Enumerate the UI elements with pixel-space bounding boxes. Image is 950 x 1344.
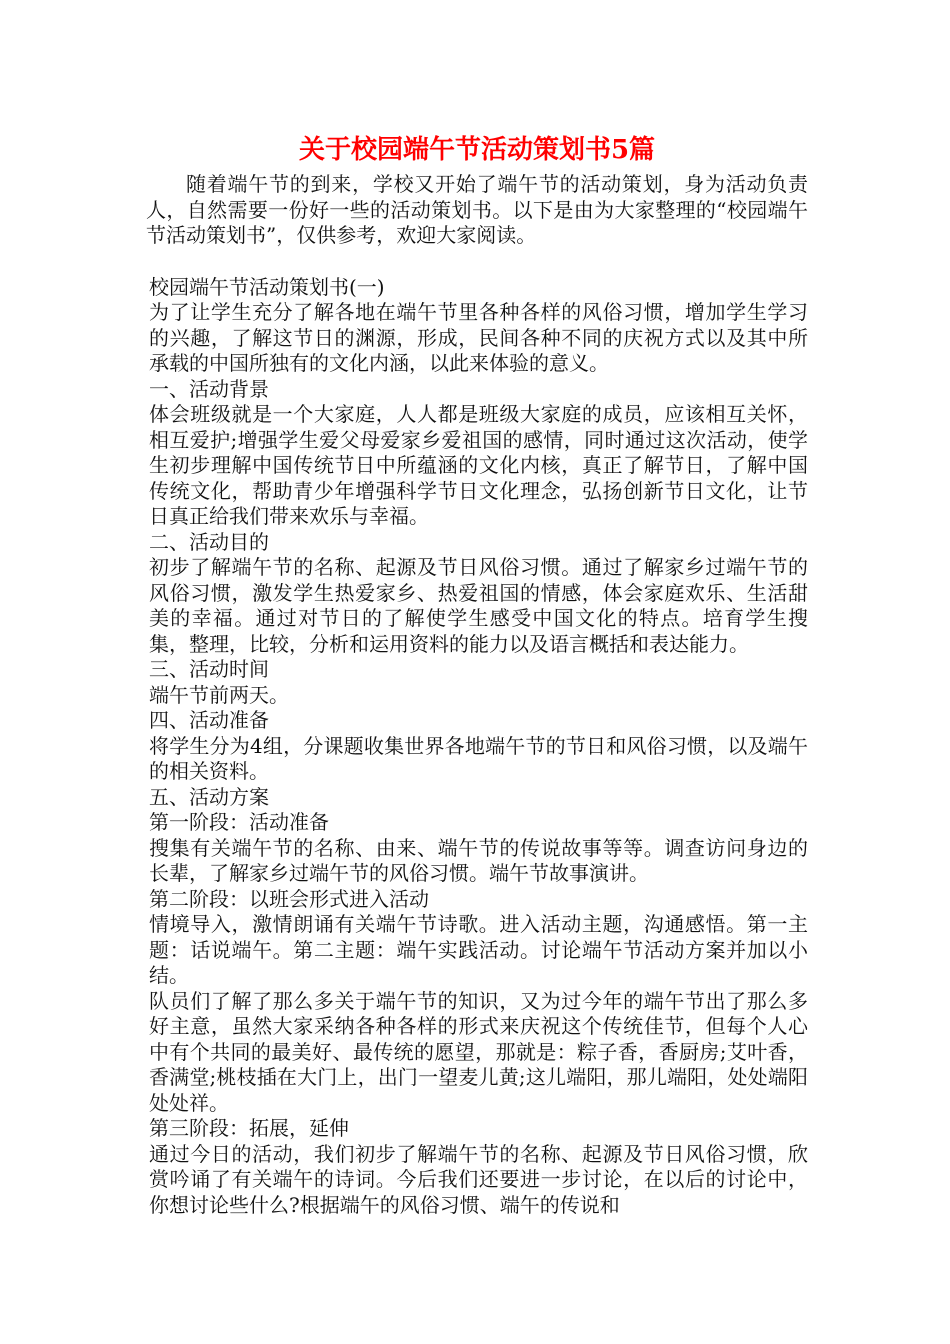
section-heading-goal: 二、活动目的 [149, 529, 269, 554]
phase-one-heading: 第一阶段：活动准备 [149, 810, 329, 834]
section-heading-preparation: 四、活动准备 [149, 708, 269, 732]
phase-two-heading: 第二阶段：以班会形式进入活动 [149, 886, 429, 911]
intro-paragraph: 随着端午节的到来，学校又开始了端午节的活动策划，身为活动负责人，自然需要一份好一些的活动策划书。以下是由为大家整理的“校园端午节活动策划书”，仅供参考，欢迎大家阅读。 [146, 172, 808, 247]
blank-line [146, 249, 808, 275]
goal-text: 初步了解端午节的名称、起源及节日风俗习惯。通过了解家乡过端午节的风俗习惯，激发学生热爱家乡、热爱祖国的情感，体会家庭欢乐、生活甜美的幸福。通过对节日的了解使学生感受中国文化的特点。培育学生搜集，整理，比较，分析和运用资料的能力以及语言概括和表达能力。 [149, 555, 808, 656]
phase-two-summary-text: 队员们了解了那么多关于端午节的知识，又为过今年的端午节出了那么多好主意，虽然大家采纳各种各样的形式来庆祝这个传统佳节，但每个人心中有个共同的最美好、最传统的愿望，那就是：粽子香，香厨房;艾叶香，香满堂;桃枝插在大门上，出门一望麦儿黄;这儿端阳，那儿端阳，处处端阳处处祥。 [149, 988, 808, 1115]
plan-heading: 校园端午节活动策划书(一) [149, 274, 385, 299]
phase-three-heading: 第三阶段：拓展，延伸 [149, 1116, 349, 1140]
time-text: 端午节前两天。 [149, 682, 289, 707]
background-text: 体会班级就是一个大家庭，人人都是班级大家庭的成员，应该相互关怀，相互爱护;增强学生爱父母爱家乡爱祖国的感情，同时通过这次活动，使学生初步理解中国传统节日中所蕴涵的文化内核，真正了解节日，了解中国传统文化，帮助青少年增强科学节日文化理念，弘扬创新节日文化，让节日真正给我们带来欢乐与幸福。 [149, 402, 808, 528]
phase-two-text: 情境导入，激情朗诵有关端午节诗歌。进入活动主题，沟通感悟。第一主题：话说端午。第二主题：端午实践活动。讨论端午节活动方案并加以小结。 [149, 912, 808, 987]
preparation-text: 将学生分为4组，分课题收集世界各地端午节的节日和风俗习惯，以及端午的相关资料。 [149, 733, 808, 783]
plan-purpose-text: 为了让学生充分了解各地在端午节里各种各样的风俗习惯，增加学生学习的兴趣，了解这节日的渊源，形成，民间各种不同的庆祝方式以及其中所承载的中国所独有的文化内涵，以此来体验的意义。 [149, 300, 808, 375]
document-page [146, 128, 808, 1218]
section-heading-time: 三、活动时间 [149, 657, 269, 681]
phase-three-text: 通过今日的活动，我们初步了解端午节的名称、起源及节日风俗习惯，欣赏吟诵了有关端午的诗词。今后我们还要进一步讨论，在以后的讨论中，你想讨论些什么?根据端午的风俗习惯、端午的传说和 [149, 1141, 808, 1217]
phase-one-text: 搜集有关端午节的名称、由来、端午节的传说故事等等。调查访问身边的长辈，了解家乡过端午节的风俗习惯。端午节故事演讲。 [149, 835, 808, 885]
section-heading-background: 一、活动背景 [149, 376, 269, 401]
section-heading-plan: 五、活动方案 [149, 784, 269, 809]
document-title: 关于校园端午节活动策划书5篇 [298, 135, 656, 165]
